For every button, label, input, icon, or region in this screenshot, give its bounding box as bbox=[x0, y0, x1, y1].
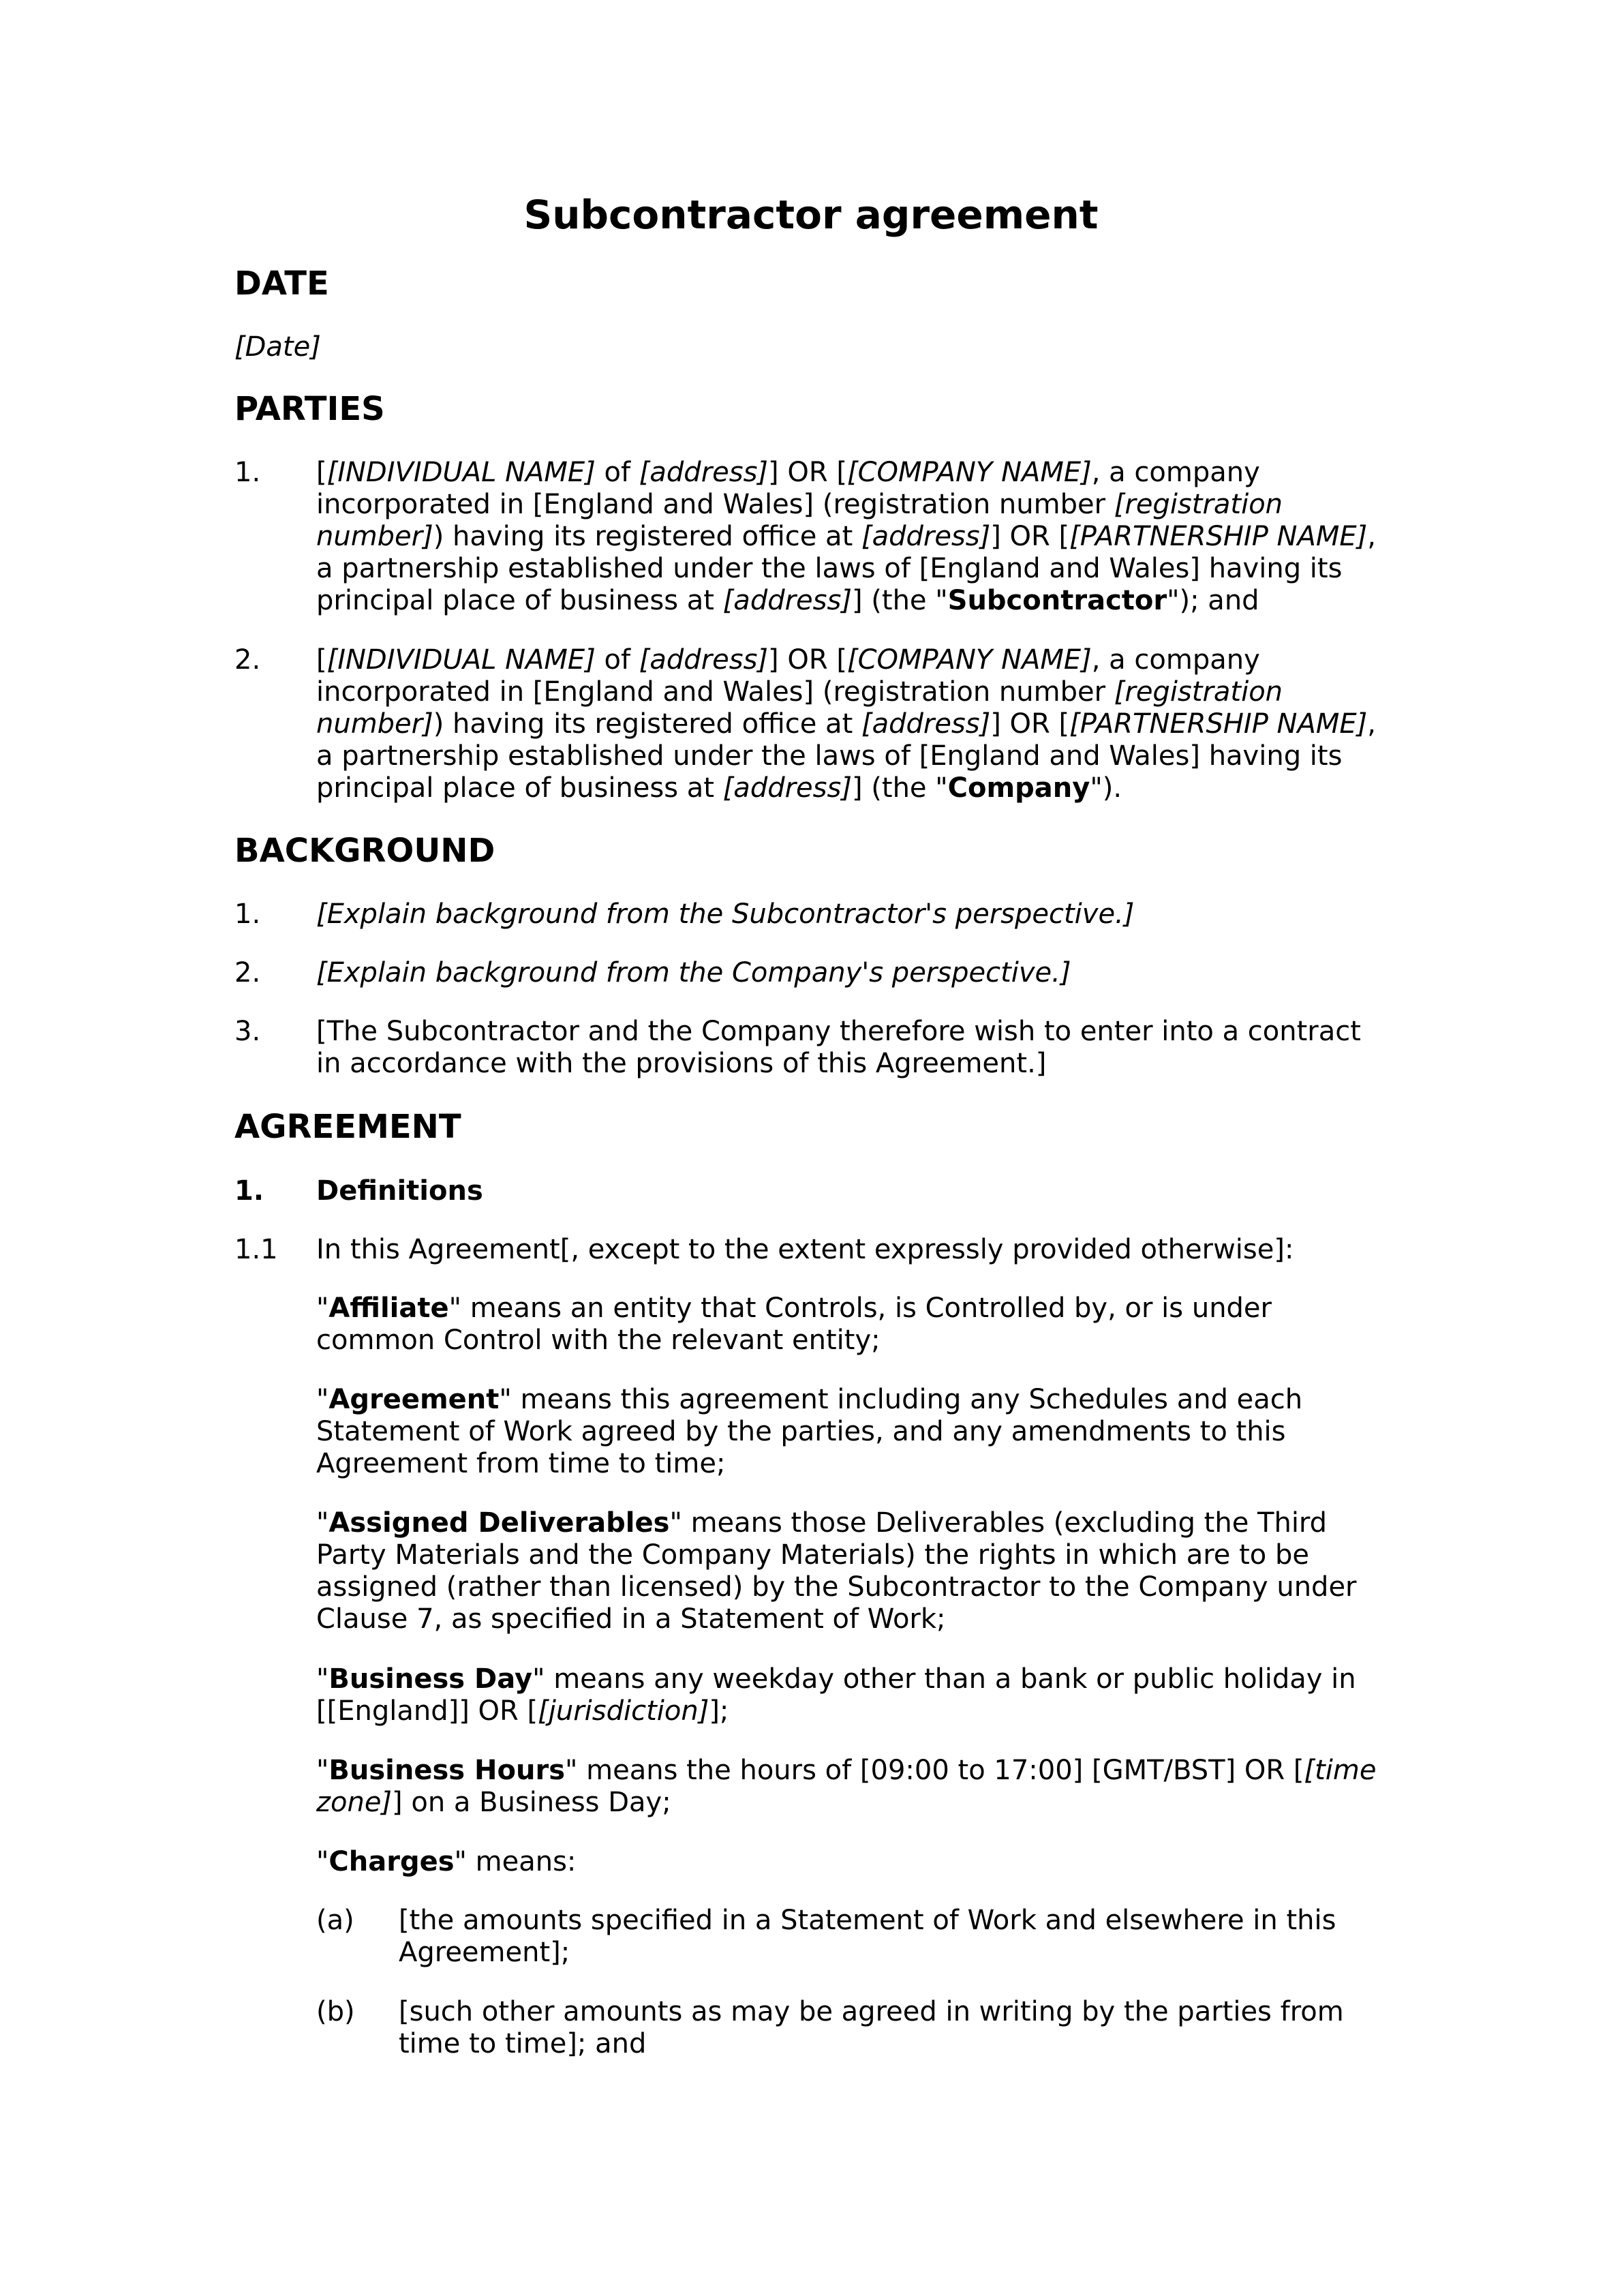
text-segment: , a company incorporated in [England and Wales] (registration number bbox=[316, 457, 1260, 520]
placeholder-text: [COMPANY NAME] bbox=[846, 457, 1092, 488]
placeholder-text: [registration number] bbox=[316, 489, 1283, 552]
background-text bbox=[316, 1016, 1379, 1080]
agreement-heading: AGREEMENT bbox=[234, 1108, 461, 1146]
text-segment: ] OR [ bbox=[990, 521, 1070, 552]
party-text bbox=[316, 644, 1379, 804]
text-segment: " means: bbox=[454, 1846, 577, 1877]
text-segment: " means this agreement including any Schedules and each Statement of Work agreed by the parties, and any amendments to this Agreement from time to time; bbox=[316, 1384, 1303, 1479]
placeholder-text: [PARTNERSHIP NAME] bbox=[1069, 708, 1368, 740]
placeholder-text: [INDIVIDUAL NAME] bbox=[326, 457, 596, 488]
text-segment: " bbox=[316, 1293, 329, 1324]
background-heading: BACKGROUND bbox=[234, 832, 495, 870]
background-text bbox=[316, 898, 1379, 931]
text-segment: ] OR [ bbox=[768, 457, 847, 488]
clause-number: 1. bbox=[234, 1175, 264, 1207]
text-segment: " means those Deliverables (excluding the Third Party Materials and the Company Materials) the rights in which are to be assigned (rather than licensed) by the Subcontractor to the Company under Clause 7, as specified in a Statement of Work; bbox=[316, 1507, 1357, 1635]
definition-charges bbox=[316, 1846, 1393, 1878]
text-segment: " means the hours of [09:00 to 17:00] [GMT/BST] OR [ bbox=[565, 1755, 1304, 1786]
placeholder-text: [address] bbox=[639, 457, 769, 488]
background-item-1 bbox=[234, 898, 1393, 931]
text-segment: ) having its registered office at bbox=[433, 708, 861, 740]
text-segment: " bbox=[316, 1755, 329, 1786]
placeholder-text: [jurisdiction] bbox=[538, 1695, 709, 1727]
defined-term: Business Hours bbox=[328, 1755, 566, 1786]
clause-title: Definitions bbox=[316, 1175, 483, 1207]
text-segment: ]; bbox=[709, 1695, 729, 1727]
clause-1-heading bbox=[234, 1175, 1393, 1207]
text-segment: " bbox=[316, 1507, 329, 1539]
background-number: 3. bbox=[234, 1016, 261, 1047]
text-segment: " bbox=[316, 1846, 329, 1877]
document-title: Subcontractor agreement bbox=[523, 192, 1099, 238]
sub-item-label: (a) bbox=[316, 1905, 354, 1936]
text-segment: [ bbox=[316, 644, 327, 676]
text-segment: ] (the " bbox=[851, 585, 948, 616]
placeholder-text: [address] bbox=[722, 585, 852, 616]
placeholder-text: [time zone] bbox=[316, 1755, 1377, 1818]
text-segment: , a partnership established under the laws of [England and Wales] having its principal place of business at bbox=[316, 708, 1376, 804]
defined-term: Company bbox=[947, 772, 1090, 804]
background-text bbox=[316, 957, 1379, 989]
placeholder-text: [address] bbox=[722, 772, 852, 804]
placeholder-text: [registration number] bbox=[316, 676, 1283, 740]
clause-1-1 bbox=[234, 1234, 1393, 1266]
text-segment: " means any weekday other than a bank or public holiday in [[England]] OR [ bbox=[316, 1663, 1356, 1727]
defined-term: Affiliate bbox=[328, 1293, 449, 1324]
definition-agreement bbox=[316, 1384, 1393, 1480]
parties-heading: PARTIES bbox=[234, 390, 385, 428]
text-segment: ) having its registered office at bbox=[433, 521, 861, 552]
definition-assigned-deliverables bbox=[316, 1507, 1393, 1635]
clause-number: 1.1 bbox=[234, 1234, 278, 1265]
placeholder-text: [Explain background from the Company's perspective.] bbox=[316, 957, 1071, 988]
defined-term: Agreement bbox=[328, 1384, 500, 1415]
background-number: 2. bbox=[234, 957, 261, 988]
sub-item-text: [such other amounts as may be agreed in writing by the parties from time to time]; and bbox=[399, 1996, 1344, 2059]
text-segment: " bbox=[316, 1663, 329, 1695]
placeholder-text: [Explain background from the Subcontractor's perspective.] bbox=[316, 898, 1135, 930]
date-heading: DATE bbox=[234, 265, 329, 303]
date-placeholder: [Date] bbox=[234, 331, 321, 363]
party-item-2 bbox=[234, 644, 1393, 804]
text-segment: of bbox=[595, 644, 639, 676]
placeholder-text: [PARTNERSHIP NAME] bbox=[1069, 521, 1368, 552]
text-segment: [ bbox=[316, 457, 327, 488]
defined-term: Business Day bbox=[328, 1663, 533, 1695]
background-number: 1. bbox=[234, 898, 261, 930]
defined-term: Charges bbox=[328, 1846, 455, 1877]
sub-item-label: (b) bbox=[316, 1996, 355, 2027]
charges-item-a bbox=[316, 1905, 1393, 1969]
placeholder-text: [address] bbox=[861, 521, 991, 552]
text-segment: ] OR [ bbox=[990, 708, 1070, 740]
party-number: 1. bbox=[234, 457, 261, 488]
sub-item-text: [the amounts specified in a Statement of Work and elsewhere in this Agreement]; bbox=[399, 1905, 1336, 1968]
text-segment: " means an entity that Controls, is Controlled by, or is under common Control with the relevant entity; bbox=[316, 1293, 1272, 1356]
defined-term: Subcontractor bbox=[947, 585, 1167, 616]
clause-text: In this Agreement[, except to the extent expressly provided otherwise]: bbox=[316, 1234, 1294, 1265]
text-segment: ] on a Business Day; bbox=[392, 1787, 671, 1818]
defined-term: Assigned Deliverables bbox=[328, 1507, 670, 1539]
placeholder-text: [COMPANY NAME] bbox=[846, 644, 1092, 676]
text-segment: ] (the " bbox=[851, 772, 948, 804]
placeholder-text: [address] bbox=[861, 708, 991, 740]
placeholder-text: [address] bbox=[639, 644, 769, 676]
text-segment: , a company incorporated in [England and Wales] (registration number bbox=[316, 644, 1260, 708]
date-value bbox=[234, 331, 1393, 363]
text-segment: of bbox=[595, 457, 639, 488]
text-segment: ] OR [ bbox=[768, 644, 847, 676]
placeholder-text: [INDIVIDUAL NAME] bbox=[326, 644, 596, 676]
text-segment: , a partnership established under the laws of [England and Wales] having its principal place of business at bbox=[316, 521, 1376, 616]
charges-item-b bbox=[316, 1996, 1393, 2060]
text-segment: "); and bbox=[1167, 585, 1259, 616]
definition-business-hours bbox=[316, 1755, 1393, 1819]
text-segment: "). bbox=[1090, 772, 1122, 804]
background-item-2 bbox=[234, 957, 1393, 989]
party-item-1 bbox=[234, 457, 1393, 617]
background-item-3 bbox=[234, 1016, 1393, 1080]
text-segment: " bbox=[316, 1384, 329, 1415]
text-segment: [The Subcontractor and the Company therefore wish to enter into a contract in accordance with the provisions of this Agreement.] bbox=[316, 1016, 1361, 1079]
definition-affiliate bbox=[316, 1293, 1393, 1357]
party-number: 2. bbox=[234, 644, 261, 676]
definition-business-day bbox=[316, 1663, 1393, 1727]
party-text bbox=[316, 457, 1379, 617]
